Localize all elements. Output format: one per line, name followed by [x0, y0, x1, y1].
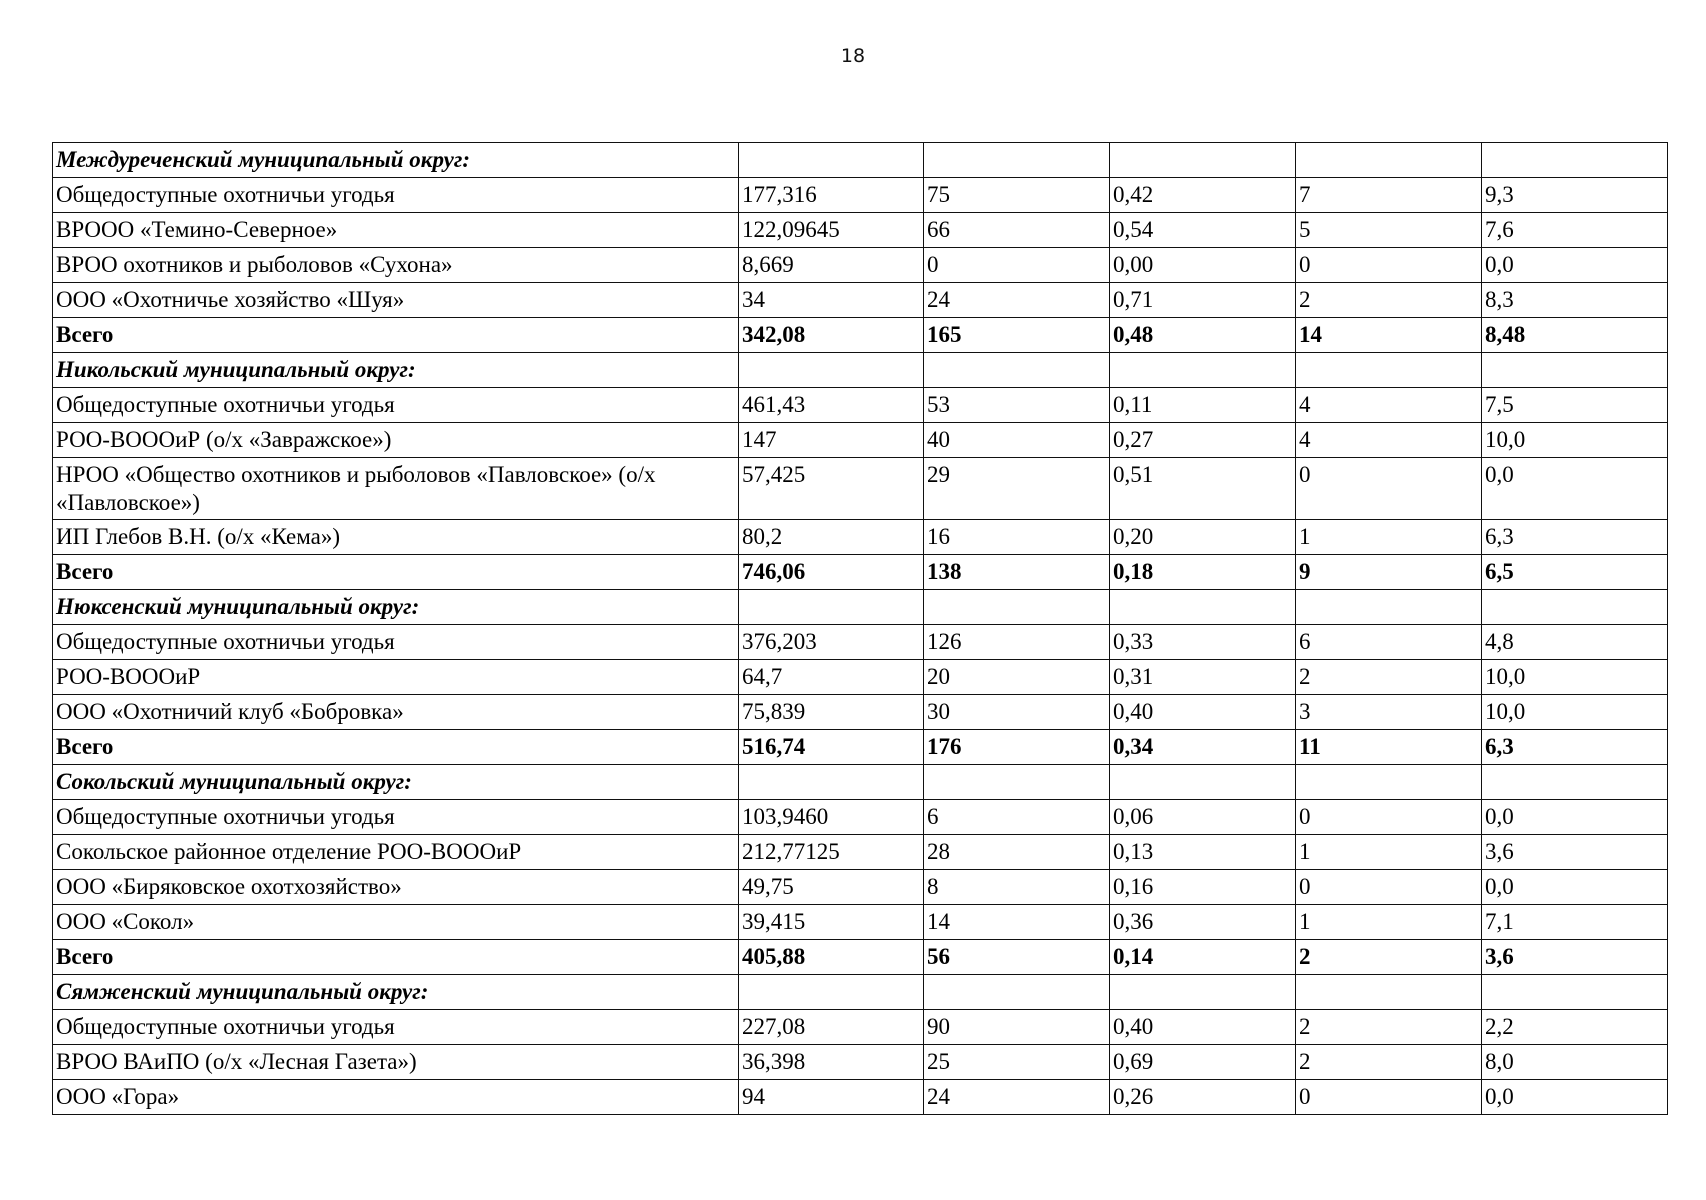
- value-cell-col1: 746,06: [739, 555, 924, 590]
- value-cell-col5: [1482, 353, 1668, 388]
- value-cell-col2: 24: [924, 283, 1110, 318]
- value-cell-col3: [1110, 765, 1296, 800]
- row-name-cell: Сямженский муниципальный округ:: [53, 975, 739, 1010]
- district-header-row: [53, 975, 1668, 1010]
- value-cell-col4: 2: [1296, 1010, 1482, 1045]
- row-name-cell: Никольский муниципальный округ:: [53, 353, 739, 388]
- value-cell-col5: [1482, 143, 1668, 178]
- value-cell-col1: 57,425: [739, 458, 924, 520]
- value-cell-col2: 40: [924, 423, 1110, 458]
- value-cell-col4: 6: [1296, 625, 1482, 660]
- row-name-cell: ООО «Биряковское охотхозяйство»: [53, 870, 739, 905]
- value-cell-col2: 165: [924, 318, 1110, 353]
- value-cell-col1: 212,77125: [739, 835, 924, 870]
- value-cell-col3: 0,31: [1110, 660, 1296, 695]
- value-cell-col5: 7,6: [1482, 213, 1668, 248]
- value-cell-col3: 0,42: [1110, 178, 1296, 213]
- row-name-cell: Всего: [53, 318, 739, 353]
- value-cell-col5: 7,1: [1482, 905, 1668, 940]
- value-cell-col4: 2: [1296, 660, 1482, 695]
- row-name-cell: ООО «Охотничье хозяйство «Шуя»: [53, 283, 739, 318]
- value-cell-col2: [924, 765, 1110, 800]
- value-cell-col3: 0,11: [1110, 388, 1296, 423]
- value-cell-col3: [1110, 353, 1296, 388]
- value-cell-col2: 14: [924, 905, 1110, 940]
- value-cell-col3: 0,18: [1110, 555, 1296, 590]
- row-name-cell: ООО «Сокол»: [53, 905, 739, 940]
- value-cell-col1: 94: [739, 1080, 924, 1115]
- row-name-cell: НРОО «Общество охотников и рыболовов «Павловское» (о/х «Павловское»): [53, 458, 739, 520]
- row-name-cell: Общедоступные охотничьи угодья: [53, 625, 739, 660]
- table-row: [53, 870, 1668, 905]
- value-cell-col2: 75: [924, 178, 1110, 213]
- value-cell-col5: 7,5: [1482, 388, 1668, 423]
- total-row: [53, 940, 1668, 975]
- value-cell-col5: [1482, 975, 1668, 1010]
- table-row: [53, 423, 1668, 458]
- value-cell-col4: 4: [1296, 423, 1482, 458]
- row-name-cell: Общедоступные охотничьи угодья: [53, 388, 739, 423]
- value-cell-col5: 0,0: [1482, 248, 1668, 283]
- total-row: [53, 555, 1668, 590]
- value-cell-col4: [1296, 975, 1482, 1010]
- total-row: [53, 730, 1668, 765]
- value-cell-col3: [1110, 590, 1296, 625]
- table-row: [53, 835, 1668, 870]
- table-row: [53, 458, 1668, 520]
- value-cell-col1: 49,75: [739, 870, 924, 905]
- value-cell-col3: 0,26: [1110, 1080, 1296, 1115]
- value-cell-col4: 2: [1296, 940, 1482, 975]
- value-cell-col2: 90: [924, 1010, 1110, 1045]
- value-cell-col4: 14: [1296, 318, 1482, 353]
- value-cell-col1: 147: [739, 423, 924, 458]
- row-name-cell: Всего: [53, 555, 739, 590]
- value-cell-col1: 122,09645: [739, 213, 924, 248]
- row-name-cell: РОО-ВОООиР (о/х «Завражское»): [53, 423, 739, 458]
- row-name-cell: Общедоступные охотничьи угодья: [53, 178, 739, 213]
- row-name-cell: Общедоступные охотничьи угодья: [53, 800, 739, 835]
- table-row: [53, 1010, 1668, 1045]
- value-cell-col3: [1110, 975, 1296, 1010]
- district-header-row: [53, 353, 1668, 388]
- value-cell-col2: [924, 975, 1110, 1010]
- value-cell-col4: 1: [1296, 520, 1482, 555]
- district-header-row: [53, 590, 1668, 625]
- value-cell-col1: [739, 353, 924, 388]
- value-cell-col2: 6: [924, 800, 1110, 835]
- value-cell-col4: 0: [1296, 1080, 1482, 1115]
- value-cell-col5: 8,48: [1482, 318, 1668, 353]
- value-cell-col1: [739, 590, 924, 625]
- value-cell-col5: 10,0: [1482, 695, 1668, 730]
- row-name-cell: Общедоступные охотничьи угодья: [53, 1010, 739, 1045]
- value-cell-col1: [739, 143, 924, 178]
- value-cell-col3: 0,48: [1110, 318, 1296, 353]
- value-cell-col3: 0,51: [1110, 458, 1296, 520]
- value-cell-col3: [1110, 143, 1296, 178]
- value-cell-col1: 461,43: [739, 388, 924, 423]
- row-name-cell: ВРООО «Темино-Северное»: [53, 213, 739, 248]
- value-cell-col4: 5: [1296, 213, 1482, 248]
- value-cell-col1: 39,415: [739, 905, 924, 940]
- district-header-row: [53, 765, 1668, 800]
- value-cell-col3: 0,69: [1110, 1045, 1296, 1080]
- value-cell-col5: 6,3: [1482, 730, 1668, 765]
- value-cell-col2: [924, 143, 1110, 178]
- value-cell-col1: 516,74: [739, 730, 924, 765]
- value-cell-col3: 0,00: [1110, 248, 1296, 283]
- value-cell-col3: 0,34: [1110, 730, 1296, 765]
- table-row: [53, 520, 1668, 555]
- value-cell-col5: 10,0: [1482, 660, 1668, 695]
- row-name-cell: РОО-ВОООиР: [53, 660, 739, 695]
- table-row: [53, 660, 1668, 695]
- row-name-cell: ИП Глебов В.Н. (о/х «Кема»): [53, 520, 739, 555]
- row-name-cell: ООО «Охотничий клуб «Бобровка»: [53, 695, 739, 730]
- value-cell-col4: 3: [1296, 695, 1482, 730]
- value-cell-col1: [739, 975, 924, 1010]
- value-cell-col1: 376,203: [739, 625, 924, 660]
- value-cell-col4: 2: [1296, 283, 1482, 318]
- page-number: 18: [840, 45, 866, 67]
- row-name-cell: ООО «Гора»: [53, 1080, 739, 1115]
- value-cell-col4: [1296, 143, 1482, 178]
- table-row: [53, 388, 1668, 423]
- value-cell-col3: 0,27: [1110, 423, 1296, 458]
- value-cell-col5: 0,0: [1482, 800, 1668, 835]
- value-cell-col2: [924, 353, 1110, 388]
- value-cell-col4: [1296, 590, 1482, 625]
- value-cell-col5: 9,3: [1482, 178, 1668, 213]
- value-cell-col3: 0,06: [1110, 800, 1296, 835]
- value-cell-col2: 28: [924, 835, 1110, 870]
- value-cell-col1: 34: [739, 283, 924, 318]
- table-row: [53, 213, 1668, 248]
- row-name-cell: ВРОО ВАиПО (о/х «Лесная Газета»): [53, 1045, 739, 1080]
- table-row: [53, 283, 1668, 318]
- value-cell-col4: 0: [1296, 870, 1482, 905]
- value-cell-col5: 6,5: [1482, 555, 1668, 590]
- value-cell-col4: 0: [1296, 248, 1482, 283]
- value-cell-col5: 2,2: [1482, 1010, 1668, 1045]
- value-cell-col5: 0,0: [1482, 870, 1668, 905]
- table-row: [53, 625, 1668, 660]
- value-cell-col1: 80,2: [739, 520, 924, 555]
- value-cell-col2: 8: [924, 870, 1110, 905]
- value-cell-col2: 20: [924, 660, 1110, 695]
- hunting-grounds-table: [52, 142, 1668, 1115]
- value-cell-col2: [924, 590, 1110, 625]
- value-cell-col1: 227,08: [739, 1010, 924, 1045]
- table-row: [53, 800, 1668, 835]
- value-cell-col5: 3,6: [1482, 940, 1668, 975]
- value-cell-col4: [1296, 353, 1482, 388]
- value-cell-col1: 75,839: [739, 695, 924, 730]
- value-cell-col4: 9: [1296, 555, 1482, 590]
- value-cell-col4: 11: [1296, 730, 1482, 765]
- row-name-cell: Всего: [53, 730, 739, 765]
- value-cell-col2: 138: [924, 555, 1110, 590]
- value-cell-col1: 103,9460: [739, 800, 924, 835]
- value-cell-col2: 56: [924, 940, 1110, 975]
- value-cell-col2: 126: [924, 625, 1110, 660]
- value-cell-col4: 7: [1296, 178, 1482, 213]
- value-cell-col5: 0,0: [1482, 1080, 1668, 1115]
- value-cell-col2: 24: [924, 1080, 1110, 1115]
- value-cell-col5: 4,8: [1482, 625, 1668, 660]
- table-row: [53, 905, 1668, 940]
- value-cell-col2: 25: [924, 1045, 1110, 1080]
- value-cell-col1: 36,398: [739, 1045, 924, 1080]
- value-cell-col4: [1296, 765, 1482, 800]
- value-cell-col2: 30: [924, 695, 1110, 730]
- table-row: [53, 1045, 1668, 1080]
- value-cell-col4: 1: [1296, 835, 1482, 870]
- value-cell-col4: 4: [1296, 388, 1482, 423]
- value-cell-col1: 177,316: [739, 178, 924, 213]
- value-cell-col5: 3,6: [1482, 835, 1668, 870]
- value-cell-col2: 29: [924, 458, 1110, 520]
- value-cell-col2: 0: [924, 248, 1110, 283]
- value-cell-col2: 53: [924, 388, 1110, 423]
- table-row: [53, 248, 1668, 283]
- row-name-cell: Нюксенский муниципальный округ:: [53, 590, 739, 625]
- value-cell-col5: 0,0: [1482, 458, 1668, 520]
- value-cell-col3: 0,14: [1110, 940, 1296, 975]
- value-cell-col5: [1482, 590, 1668, 625]
- value-cell-col5: 10,0: [1482, 423, 1668, 458]
- table-row: [53, 1080, 1668, 1115]
- value-cell-col4: 0: [1296, 458, 1482, 520]
- row-name-cell: ВРОО охотников и рыболовов «Сухона»: [53, 248, 739, 283]
- total-row: [53, 318, 1668, 353]
- value-cell-col5: 8,3: [1482, 283, 1668, 318]
- value-cell-col5: 6,3: [1482, 520, 1668, 555]
- value-cell-col3: 0,13: [1110, 835, 1296, 870]
- row-name-cell: Сокольский муниципальный округ:: [53, 765, 739, 800]
- value-cell-col4: 1: [1296, 905, 1482, 940]
- value-cell-col3: 0,16: [1110, 870, 1296, 905]
- table-body: [53, 143, 1668, 1115]
- row-name-cell: Междуреченский муниципальный округ:: [53, 143, 739, 178]
- value-cell-col5: 8,0: [1482, 1045, 1668, 1080]
- value-cell-col3: 0,36: [1110, 905, 1296, 940]
- value-cell-col3: 0,71: [1110, 283, 1296, 318]
- value-cell-col3: 0,40: [1110, 695, 1296, 730]
- value-cell-col3: 0,54: [1110, 213, 1296, 248]
- value-cell-col1: 8,669: [739, 248, 924, 283]
- row-name-cell: Всего: [53, 940, 739, 975]
- value-cell-col2: 66: [924, 213, 1110, 248]
- table-row: [53, 695, 1668, 730]
- value-cell-col3: 0,20: [1110, 520, 1296, 555]
- value-cell-col1: 405,88: [739, 940, 924, 975]
- value-cell-col1: 64,7: [739, 660, 924, 695]
- table-row: [53, 178, 1668, 213]
- value-cell-col3: 0,40: [1110, 1010, 1296, 1045]
- value-cell-col2: 176: [924, 730, 1110, 765]
- value-cell-col1: [739, 765, 924, 800]
- value-cell-col1: 342,08: [739, 318, 924, 353]
- value-cell-col4: 0: [1296, 800, 1482, 835]
- value-cell-col2: 16: [924, 520, 1110, 555]
- district-header-row: [53, 143, 1668, 178]
- value-cell-col5: [1482, 765, 1668, 800]
- value-cell-col3: 0,33: [1110, 625, 1296, 660]
- value-cell-col4: 2: [1296, 1045, 1482, 1080]
- row-name-cell: Сокольское районное отделение РОО-ВОООиР: [53, 835, 739, 870]
